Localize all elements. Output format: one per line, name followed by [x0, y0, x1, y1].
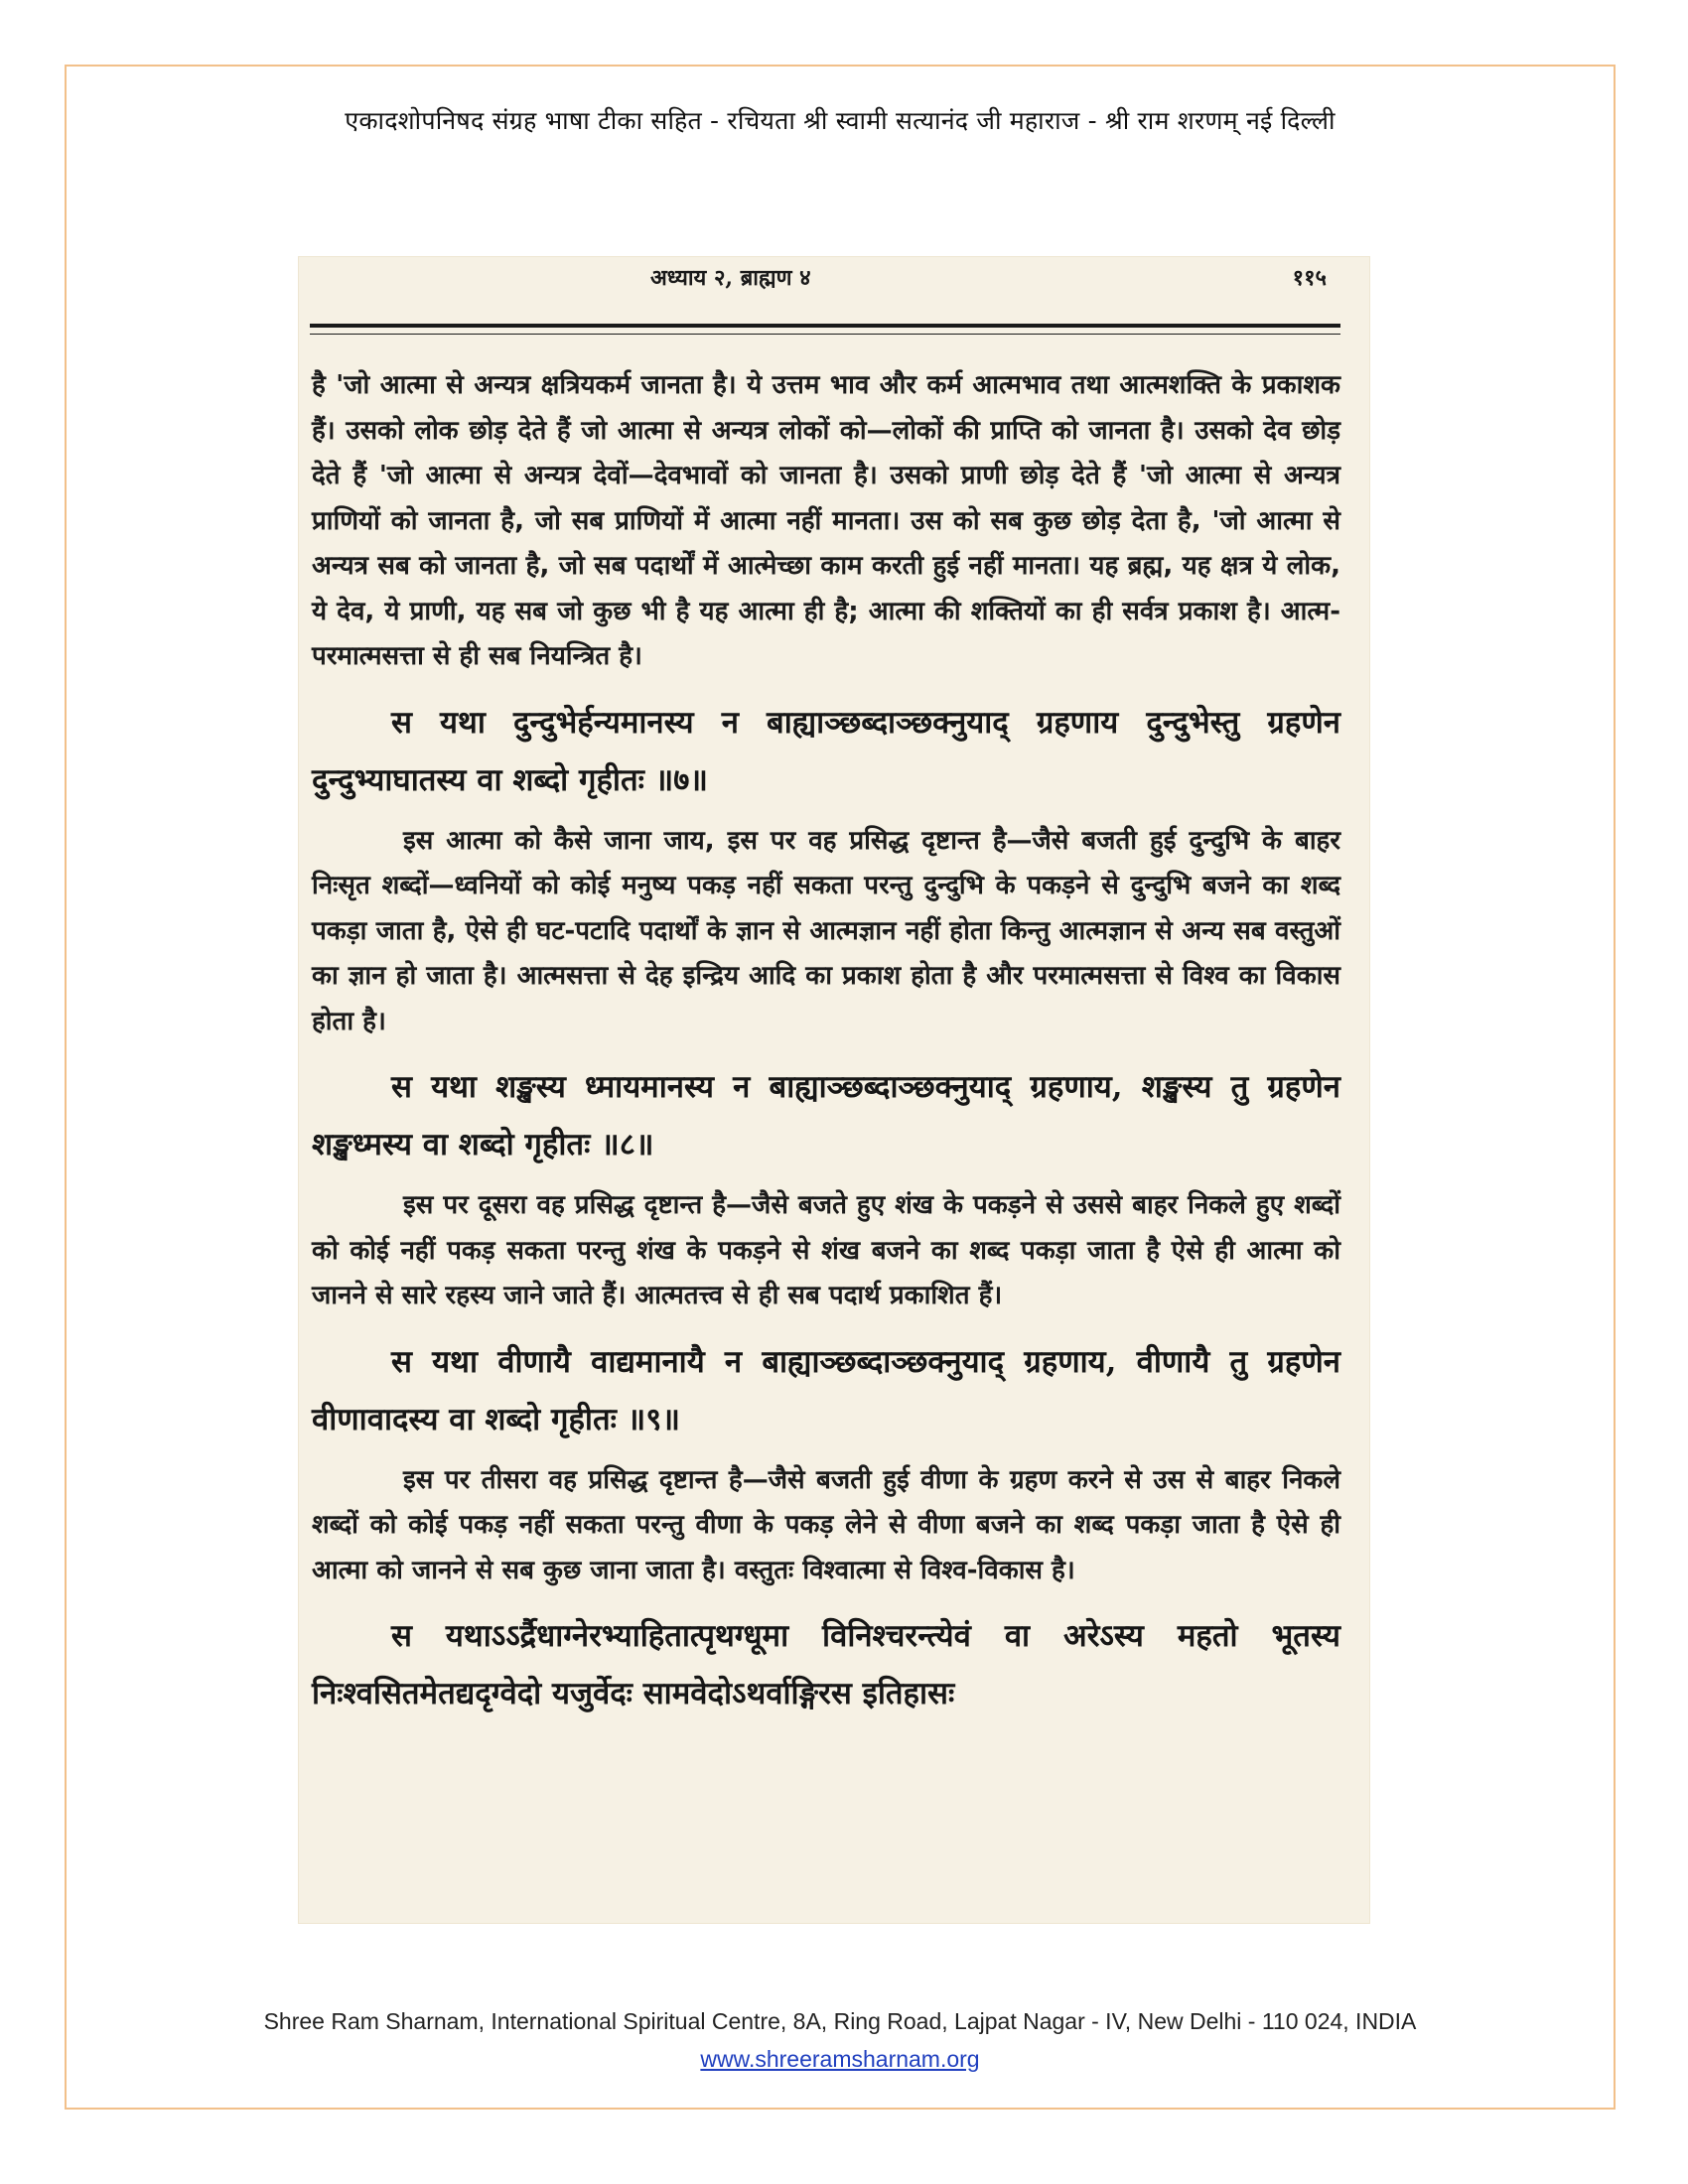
commentary-paragraph: इस आत्मा को कैसे जाना जाय, इस पर वह प्रसिद्ध दृष्टान्त है—जैसे बजती हुई दुन्दुभि के बाहर निःसृत शब्दों—ध्वनियों को कोई मनुष्य पकड़ नहीं सकता परन्तु दुन्दुभि के पकड़ने से दुन्दुभि बजने का शब्द पकड़ा जाता है, ऐसे ही घट-पटादि पदार्थों के ज्ञान से आत्मज्ञान नहीं होता किन्तु आत्मज्ञान से अन्य सब वस्तुओं का ज्ञान हो जाता है। आत्मसत्ता से देह इन्द्रिय आदि का प्रकाश होता है और परमात्मसत्ता से विश्व का विकास होता है। — [312, 825, 1340, 1036]
page-header-title: एकादशोपनिषद संग्रह भाषा टीका सहित - रचियता श्री स्वामी सत्यानंद जी महाराज - श्री राम शरणम् नई दिल्ली — [345, 106, 1336, 135]
sanskrit-verse: स यथा शङ्खस्य ध्मायमानस्य न बाह्याञ्छब्दाञ्छक्नुयाद् ग्रहणाय, शङ्खस्य तु ग्रहणेन शङ्खध्मस्य वा शब्दो गृहीतः ॥८॥ — [312, 1069, 1340, 1162]
commentary-paragraph: है 'जो आत्मा से अन्यत्र क्षत्रियकर्म जानता है। ये उत्तम भाव और कर्म आत्मभाव तथा आत्मशक्ति के प्रकाशक हैं। उसको लोक छोड़ देते हैं जो आत्मा से अन्यत्र लोकों को—लोकों की प्राप्ति को जानता है। उसको देव छोड़ देते हैं 'जो आत्मा से अन्यत्र देवों—देवभावों को जानता है। उसको प्राणी छोड़ देते हैं 'जो आत्मा से अन्यत्र प्राणियों को जानता है, जो सब प्राणियों में आत्मा नहीं मानता। उस को सब कुछ छोड़ देता है, 'जो आत्मा से अन्यत्र सब को जानता है, जो सब पदार्थों में आत्मेच्छा काम करती हुई नहीं मानता। यह ब्रह्म, यह क्षत्र ये लोक, ये देव, ये प्राणी, यह सब जो कुछ भी है यह आत्मा ही है; आत्मा की शक्तियों का ही सर्वत्र प्रकाश है। आत्म-परमात्मसत्ता से ही सब नियन्त्रित है। — [312, 370, 1340, 671]
header-rule-thin — [310, 334, 1340, 335]
running-title: अध्याय २, ब्राह्मण ४ — [650, 265, 811, 291]
sanskrit-verse: स यथाऽऽर्द्रैधाग्नेरभ्याहितात्पृथग्धूमा विनिश्चरन्त्येवं वा अरेऽस्य महतो भूतस्य निःश्वसितमेतद्यदृग्वेदो यजुर्वेदः सामवेदोऽथर्वाङ्गिरस इतिहासः — [312, 1618, 1340, 1711]
footer-address: Shree Ram Sharnam, International Spiritual Centre, 8A, Ring Road, Lajpat Nagar - IV, New Delhi - 110 024, INDIA — [263, 2008, 1417, 2034]
sanskrit-verse: स यथा वीणायै वाद्यमानायै न बाह्याञ्छब्दाञ्छक्नुयाद् ग्रहणाय, वीणायै तु ग्रहणेन वीणावादस्य वा शब्दो गृहीतः ॥९॥ — [312, 1343, 1340, 1437]
sanskrit-verse: स यथा दुन्दुभेर्हन्यमानस्य न बाह्याञ्छब्दाञ्छक्नुयाद् ग्रहणाय दुन्दुभेस्तु ग्रहणेन दुन्दुभ्याघातस्य वा शब्दो गृहीतः ॥७॥ — [312, 704, 1340, 798]
body-text — [312, 363, 1340, 1732]
commentary-paragraph: इस पर तीसरा वह प्रसिद्ध दृष्टान्त है—जैसे बजती हुई वीणा के ग्रहण करने से उस से बाहर निकले शब्दों को कोई पकड़ नहीं सकता परन्तु वीणा के पकड़ लेने से वीणा बजने का शब्द पकड़ा जाता है ऐसे ही आत्मा को जानने से सब कुछ जाना जाता है। वस्तुतः विश्वात्मा से विश्व-विकास है। — [312, 1464, 1340, 1585]
commentary-paragraph: इस पर दूसरा वह प्रसिद्ध दृष्टान्त है—जैसे बजते हुए शंख के पकड़ने से उससे बाहर निकले हुए शब्दों को कोई नहीं पकड़ सकता परन्तु शंख के पकड़ने से शंख बजने का शब्द पकड़ा जाता है ऐसे ही आत्मा को जानने से सारे रहस्य जाने जाते हैं। आत्मतत्त्व से ही सब पदार्थ प्रकाशित हैं। — [312, 1190, 1340, 1310]
website-link[interactable]: www.shreeramsharnam.org — [700, 2046, 980, 2072]
scanned-book-page — [298, 256, 1370, 1924]
page-number: ११५ — [1292, 265, 1327, 291]
header-rule-thick — [310, 324, 1340, 328]
running-head — [298, 262, 1370, 296]
